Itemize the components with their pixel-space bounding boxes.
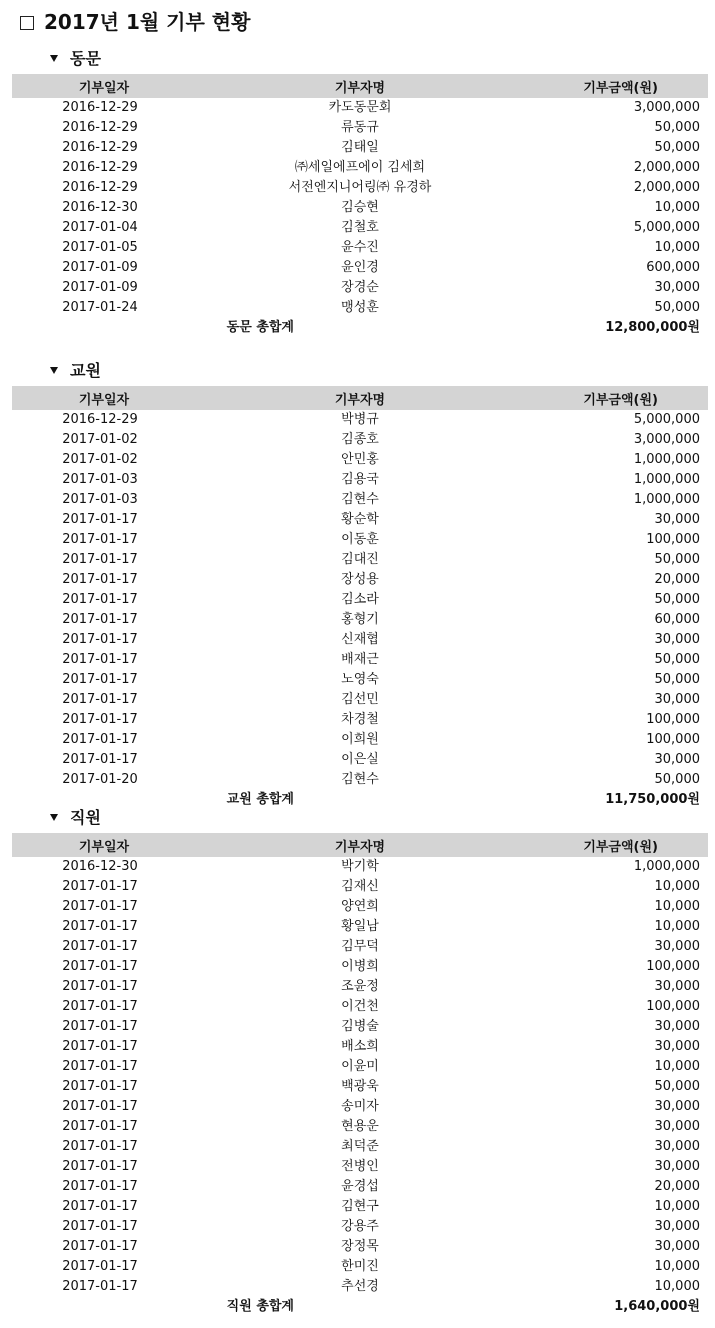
- donation-date: 2016-12-29: [62, 140, 138, 155]
- donation-amount: 30,000: [654, 1219, 700, 1234]
- donation-amount: 30,000: [654, 1019, 700, 1034]
- donation-date: 2016-12-29: [62, 100, 138, 115]
- donation-amount: 30,000: [654, 512, 700, 527]
- table-row: [12, 1137, 708, 1157]
- table-row: [12, 650, 708, 670]
- donor-name: ㈜세일에프에이 김세희: [294, 160, 426, 175]
- donation-date: 2017-01-02: [62, 452, 138, 467]
- column-header-name: 기부자명: [334, 392, 386, 408]
- donation-date: 2017-01-17: [62, 1159, 138, 1174]
- donation-date: 2017-01-03: [62, 492, 138, 507]
- table-row: [12, 1277, 708, 1297]
- donation-amount: 30,000: [654, 1239, 700, 1254]
- donor-name: 조윤정: [341, 979, 379, 994]
- donor-name: 양연희: [341, 899, 379, 914]
- donation-date: 2016-12-29: [62, 412, 138, 427]
- checkbox-square-icon: [20, 16, 34, 30]
- donation-amount: 10,000: [654, 240, 700, 255]
- donor-name: 추선경: [341, 1279, 379, 1294]
- section-title: 직원: [70, 808, 101, 827]
- table-row: [12, 530, 708, 550]
- section-1: [12, 360, 708, 810]
- donor-name: 장성용: [341, 572, 379, 587]
- column-header-amount: 기부금액(원): [583, 392, 658, 408]
- table-row: [12, 770, 708, 790]
- column-header-amount: 기부금액(원): [583, 839, 658, 855]
- donation-date: 2017-01-17: [62, 1219, 138, 1234]
- table-row: [12, 857, 708, 877]
- donor-name: 한미진: [341, 1259, 379, 1274]
- page-title-text: 2017년 1월 기부 현황: [44, 10, 251, 34]
- donation-amount: 10,000: [654, 879, 700, 894]
- donor-name: 배재근: [341, 652, 379, 667]
- donation-amount: 10,000: [654, 1059, 700, 1074]
- donor-name: 송미자: [341, 1099, 379, 1114]
- column-header-name: 기부자명: [334, 80, 386, 96]
- donor-name: 김재신: [341, 879, 379, 894]
- donation-amount: 50,000: [654, 652, 700, 667]
- donation-amount: 30,000: [654, 1139, 700, 1154]
- table-row: [12, 1157, 708, 1177]
- donation-date: 2017-01-17: [62, 1039, 138, 1054]
- total-amount: 12,800,000원: [605, 320, 700, 335]
- donation-amount: 100,000: [646, 532, 700, 547]
- donation-amount: 50,000: [654, 300, 700, 315]
- table-row: [12, 98, 708, 118]
- donation-date: 2017-01-17: [62, 712, 138, 727]
- donation-date: 2017-01-20: [62, 772, 138, 787]
- donation-date: 2017-01-17: [62, 572, 138, 587]
- donation-amount: 50,000: [654, 672, 700, 687]
- donor-name: 윤수진: [341, 240, 379, 255]
- table-row: [12, 450, 708, 470]
- donation-amount: 30,000: [654, 692, 700, 707]
- table-row: [12, 298, 708, 318]
- table-row: [12, 490, 708, 510]
- table-row: [12, 278, 708, 298]
- table-row: [12, 430, 708, 450]
- total-amount: 1,640,000원: [614, 1299, 700, 1314]
- donation-date: 2017-01-17: [62, 899, 138, 914]
- donation-date: 2017-01-17: [62, 1239, 138, 1254]
- donation-amount: 30,000: [654, 1039, 700, 1054]
- donor-name: 이병희: [341, 959, 379, 974]
- donation-amount: 50,000: [654, 1079, 700, 1094]
- table-row: [12, 178, 708, 198]
- donation-date: 2016-12-30: [62, 200, 138, 215]
- table-row: [12, 1237, 708, 1257]
- section-header[interactable]: [12, 48, 708, 70]
- column-header-name: 기부자명: [334, 839, 386, 855]
- table-row: [12, 1197, 708, 1217]
- donation-date: 2017-01-24: [62, 300, 138, 315]
- table-row: [12, 1217, 708, 1237]
- section-title: 교원: [70, 361, 101, 380]
- donor-name: 안민홍: [341, 452, 379, 467]
- donor-name: 박병규: [341, 412, 379, 427]
- donor-name: 김현수: [341, 772, 379, 787]
- donation-amount: 30,000: [654, 752, 700, 767]
- table-row: [12, 118, 708, 138]
- section-header[interactable]: [12, 807, 708, 829]
- donation-date: 2017-01-17: [62, 552, 138, 567]
- section-0: [12, 48, 708, 338]
- donor-name: 전병인: [341, 1159, 379, 1174]
- donor-name: 카도동문회: [328, 100, 392, 115]
- donor-name: 이건천: [341, 999, 379, 1014]
- total-label: 교원 총합계: [226, 792, 294, 807]
- donation-amount: 100,000: [646, 959, 700, 974]
- donor-name: 김선민: [341, 692, 379, 707]
- donor-name: 이은실: [341, 752, 379, 767]
- donor-name: 김승현: [341, 200, 379, 215]
- donor-name: 서전엔지니어링㈜ 유경하: [288, 180, 432, 195]
- column-header-date: 기부일자: [78, 392, 130, 408]
- table-row: [12, 238, 708, 258]
- donation-table: [12, 833, 708, 1317]
- donation-date: 2017-01-17: [62, 752, 138, 767]
- donation-date: 2017-01-17: [62, 1079, 138, 1094]
- column-header-date: 기부일자: [78, 80, 130, 96]
- donation-date: 2017-01-17: [62, 1059, 138, 1074]
- donor-name: 김철호: [341, 220, 379, 235]
- table-row: [12, 937, 708, 957]
- donation-date: 2016-12-29: [62, 160, 138, 175]
- table-row: [12, 590, 708, 610]
- donation-date: 2017-01-17: [62, 732, 138, 747]
- total-row: [12, 1297, 708, 1317]
- donation-amount: 1,000,000: [633, 452, 700, 467]
- donor-name: 황순학: [341, 512, 379, 527]
- donation-date: 2017-01-09: [62, 260, 138, 275]
- table-row: [12, 1257, 708, 1277]
- donation-amount: 100,000: [646, 999, 700, 1014]
- table-row: [12, 730, 708, 750]
- donation-date: 2017-01-17: [62, 512, 138, 527]
- section-2: [12, 807, 708, 1317]
- donor-name: 윤경섭: [341, 1179, 379, 1194]
- donor-name: 차경철: [341, 712, 379, 727]
- donation-amount: 10,000: [654, 200, 700, 215]
- donation-date: 2017-01-17: [62, 1139, 138, 1154]
- donation-date: 2017-01-02: [62, 432, 138, 447]
- donation-date: 2016-12-29: [62, 120, 138, 135]
- column-header-amount: 기부금액(원): [583, 80, 658, 96]
- total-label: 직원 총합계: [226, 1299, 294, 1314]
- total-amount: 11,750,000원: [605, 792, 700, 807]
- donation-date: 2017-01-17: [62, 939, 138, 954]
- donation-date: 2017-01-17: [62, 919, 138, 934]
- donation-date: 2017-01-04: [62, 220, 138, 235]
- donor-name: 황일남: [341, 919, 379, 934]
- donor-name: 류동규: [341, 120, 379, 135]
- donor-name: 백광욱: [341, 1079, 379, 1094]
- table-header-row: [12, 833, 708, 857]
- donor-name: 맹성훈: [341, 300, 379, 315]
- table-row: [12, 410, 708, 430]
- donation-date: 2017-01-17: [62, 879, 138, 894]
- donation-date: 2017-01-17: [62, 612, 138, 627]
- donation-amount: 2,000,000: [633, 160, 700, 175]
- donation-amount: 10,000: [654, 919, 700, 934]
- donor-name: 현용운: [341, 1119, 379, 1134]
- donation-amount: 10,000: [654, 899, 700, 914]
- donation-amount: 2,000,000: [633, 180, 700, 195]
- table-row: [12, 877, 708, 897]
- donation-date: 2017-01-17: [62, 672, 138, 687]
- donation-date: 2017-01-17: [62, 592, 138, 607]
- donor-name: 장정목: [341, 1239, 379, 1254]
- donation-date: 2017-01-09: [62, 280, 138, 295]
- table-header-row: [12, 386, 708, 410]
- donation-amount: 30,000: [654, 979, 700, 994]
- donation-amount: 1,000,000: [633, 472, 700, 487]
- donation-table: [12, 74, 708, 338]
- table-row: [12, 690, 708, 710]
- donation-date: 2016-12-30: [62, 859, 138, 874]
- donation-amount: 3,000,000: [633, 100, 700, 115]
- donor-name: 강용주: [341, 1219, 379, 1234]
- table-row: [12, 1057, 708, 1077]
- donation-amount: 1,000,000: [633, 492, 700, 507]
- donation-date: 2017-01-17: [62, 1199, 138, 1214]
- table-row: [12, 138, 708, 158]
- donation-date: 2017-01-17: [62, 1099, 138, 1114]
- table-row: [12, 997, 708, 1017]
- table-row: [12, 977, 708, 997]
- donation-date: 2017-01-05: [62, 240, 138, 255]
- donor-name: 김무덕: [341, 939, 379, 954]
- donation-amount: 60,000: [654, 612, 700, 627]
- donation-amount: 5,000,000: [633, 220, 700, 235]
- donation-amount: 30,000: [654, 939, 700, 954]
- donor-name: 김병술: [341, 1019, 379, 1034]
- donation-date: 2017-01-17: [62, 1259, 138, 1274]
- table-row: [12, 510, 708, 530]
- donor-name: 김종호: [341, 432, 379, 447]
- table-row: [12, 670, 708, 690]
- donation-date: 2017-01-17: [62, 652, 138, 667]
- table-header-row: [12, 74, 708, 98]
- donor-name: 장경순: [341, 280, 379, 295]
- donation-date: 2017-01-17: [62, 692, 138, 707]
- table-row: [12, 917, 708, 937]
- donor-name: 김소라: [341, 592, 379, 607]
- donor-name: 노영숙: [341, 672, 379, 687]
- table-row: [12, 750, 708, 770]
- table-row: [12, 897, 708, 917]
- section-header[interactable]: [12, 360, 708, 382]
- donor-name: 박기학: [341, 859, 379, 874]
- donation-amount: 30,000: [654, 632, 700, 647]
- donor-name: 윤인경: [341, 260, 379, 275]
- table-row: [12, 1017, 708, 1037]
- donor-name: 홍형기: [341, 612, 379, 627]
- donation-amount: 600,000: [646, 260, 700, 275]
- donation-date: 2017-01-17: [62, 1019, 138, 1034]
- donation-date: 2017-01-17: [62, 959, 138, 974]
- table-row: [12, 1097, 708, 1117]
- donation-amount: 50,000: [654, 120, 700, 135]
- table-row: [12, 957, 708, 977]
- table-row: [12, 258, 708, 278]
- collapse-triangle-icon[interactable]: [50, 55, 58, 62]
- donation-amount: 3,000,000: [633, 432, 700, 447]
- donation-amount: 50,000: [654, 592, 700, 607]
- donation-date: 2017-01-17: [62, 1279, 138, 1294]
- donation-amount: 10,000: [654, 1199, 700, 1214]
- table-row: [12, 218, 708, 238]
- table-row: [12, 1077, 708, 1097]
- column-header-date: 기부일자: [78, 839, 130, 855]
- donor-name: 김현수: [341, 492, 379, 507]
- table-row: [12, 550, 708, 570]
- donation-amount: 50,000: [654, 772, 700, 787]
- donation-date: 2017-01-17: [62, 1119, 138, 1134]
- total-label: 동문 총합계: [226, 320, 294, 335]
- donation-date: 2017-01-17: [62, 632, 138, 647]
- table-row: [12, 470, 708, 490]
- donation-amount: 1,000,000: [633, 859, 700, 874]
- table-row: [12, 630, 708, 650]
- donation-amount: 20,000: [654, 572, 700, 587]
- donation-date: 2017-01-17: [62, 1179, 138, 1194]
- table-row: [12, 1117, 708, 1137]
- donation-amount: 30,000: [654, 1119, 700, 1134]
- table-row: [12, 610, 708, 630]
- donation-date: 2017-01-17: [62, 999, 138, 1014]
- donation-date: 2017-01-17: [62, 979, 138, 994]
- total-row: [12, 318, 708, 338]
- donation-amount: 100,000: [646, 712, 700, 727]
- donation-amount: 30,000: [654, 280, 700, 295]
- total-label-cell: [12, 318, 294, 338]
- donor-name: 김태일: [341, 140, 379, 155]
- table-row: [12, 158, 708, 178]
- donation-date: 2017-01-17: [62, 532, 138, 547]
- collapse-triangle-icon[interactable]: [50, 814, 58, 821]
- page-title: [20, 9, 250, 35]
- donation-amount: 10,000: [654, 1259, 700, 1274]
- table-row: [12, 570, 708, 590]
- donor-name: 신재협: [341, 632, 379, 647]
- donation-amount: 10,000: [654, 1279, 700, 1294]
- section-title: 동문: [70, 49, 101, 68]
- donation-table: [12, 386, 708, 810]
- donor-name: 김대진: [341, 552, 379, 567]
- donor-name: 김용국: [341, 472, 379, 487]
- donor-name: 이윤미: [341, 1059, 379, 1074]
- total-label-cell: [12, 1297, 294, 1317]
- donation-amount: 30,000: [654, 1099, 700, 1114]
- donor-name: 이희원: [341, 732, 379, 747]
- table-row: [12, 710, 708, 730]
- donation-amount: 100,000: [646, 732, 700, 747]
- donation-amount: 50,000: [654, 552, 700, 567]
- table-row: [12, 1177, 708, 1197]
- donor-name: 김현구: [341, 1199, 379, 1214]
- donation-date: 2017-01-03: [62, 472, 138, 487]
- donation-date: 2016-12-29: [62, 180, 138, 195]
- donor-name: 배소희: [341, 1039, 379, 1054]
- table-row: [12, 198, 708, 218]
- donor-name: 이동훈: [341, 532, 379, 547]
- donation-amount: 30,000: [654, 1159, 700, 1174]
- donation-amount: 50,000: [654, 140, 700, 155]
- collapse-triangle-icon[interactable]: [50, 367, 58, 374]
- table-row: [12, 1037, 708, 1057]
- donor-name: 최덕준: [341, 1139, 379, 1154]
- donation-amount: 20,000: [654, 1179, 700, 1194]
- donation-amount: 5,000,000: [633, 412, 700, 427]
